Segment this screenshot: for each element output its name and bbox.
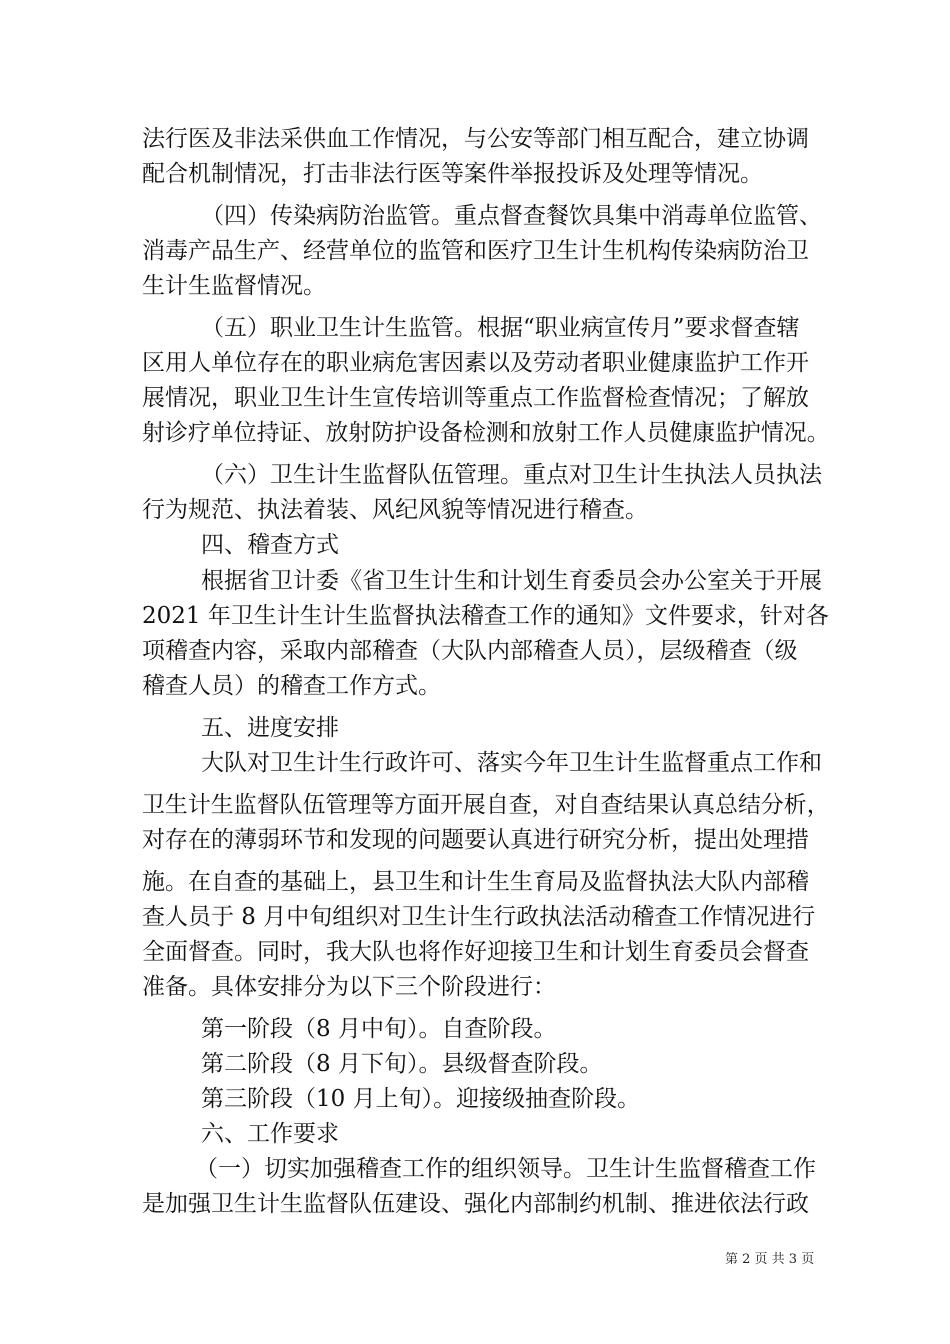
- text-line: 2021 年卫生计生计生监督执法稽查工作的通知》文件要求，针对各: [142, 603, 829, 629]
- text-line: 准备。具体安排分为以下三个阶段进行：: [142, 974, 556, 1000]
- text-line: （四）传染病防治监管。重点督查餐饮具集中消毒单位监管、: [201, 203, 822, 229]
- text-line: 大队对卫生计生行政许可、落实今年卫生计生监督重点工作和: [201, 750, 822, 776]
- text-line: （一）切实加强稽查工作的组织领导。卫生计生监督稽查工作: [195, 1156, 816, 1182]
- text-line: 射诊疗单位持证、放射防护设备检测和放射工作人员健康监护情况。: [142, 420, 830, 446]
- text-line: 项稽查内容，采取内部稽查（大队内部稽查人员），层级稽查（级: [142, 638, 798, 664]
- text-line: 对存在的薄弱环节和发现的问题要认真进行研究分析，提出处理措: [142, 827, 809, 853]
- section-heading: 六、工作要求: [201, 1121, 339, 1147]
- text-line: 根据省卫计委《省卫生计生和计划生育委员会办公室关于开展: [201, 568, 822, 594]
- text-line: 施。在自查的基础上，县卫生和计生生育局及监督执法大队内部稽: [142, 869, 809, 895]
- text-line: 展情况，职业卫生计生宣传培训等重点工作监督检查情况；了解放: [142, 385, 809, 411]
- schedule-item: 第二阶段（8 月下旬）。县级督查阶段。: [201, 1051, 603, 1077]
- text-line: 全面督查。同时，我大队也将作好迎接卫生和计划生育委员会督查: [142, 939, 809, 965]
- text-line: 消毒产品生产、经营单位的监管和医疗卫生计生机构传染病防治卫: [142, 238, 809, 264]
- text-line: 生计生监督情况。: [142, 273, 326, 299]
- text-line: 法行医及非法采供血工作情况，与公安等部门相互配合，建立协调: [142, 126, 809, 152]
- section-heading: 四、稽查方式: [201, 532, 339, 558]
- text-line: 区用人单位存在的职业病危害因素以及劳动者职业健康监护工作开: [142, 350, 809, 376]
- schedule-item: 第一阶段（8 月中旬）。自查阶段。: [201, 1016, 557, 1042]
- text-line: 卫生计生监督队伍管理等方面开展自查，对自查结果认真总结分析，: [142, 792, 830, 818]
- text-line: 配合机制情况，打击非法行医等案件举报投诉及处理等情况。: [142, 161, 763, 187]
- text-line: 稽查人员）的稽查工作方式。: [142, 673, 441, 699]
- text-line: 是加强卫生计生监督队伍建设、强化内部制约机制、推进依法行政: [142, 1191, 809, 1217]
- text-line: 行为规范、执法着装、风纪风貌等情况进行稽查。: [142, 497, 648, 523]
- section-heading: 五、进度安排: [201, 715, 339, 741]
- text-line: （六）卫生计生监督队伍管理。重点对卫生计生执法人员执法: [201, 462, 822, 488]
- page-number: 第 2 页 共 3 页: [725, 1252, 815, 1267]
- schedule-item: 第三阶段（10 月上旬）。迎接级抽查阶段。: [201, 1086, 641, 1112]
- text-line: （五）职业卫生计生监管。根据“职业病宣传月”要求督查辖: [201, 315, 800, 341]
- text-line: 查人员于 8 月中旬组织对卫生计生行政执法活动稽查工作情况进行: [142, 904, 816, 930]
